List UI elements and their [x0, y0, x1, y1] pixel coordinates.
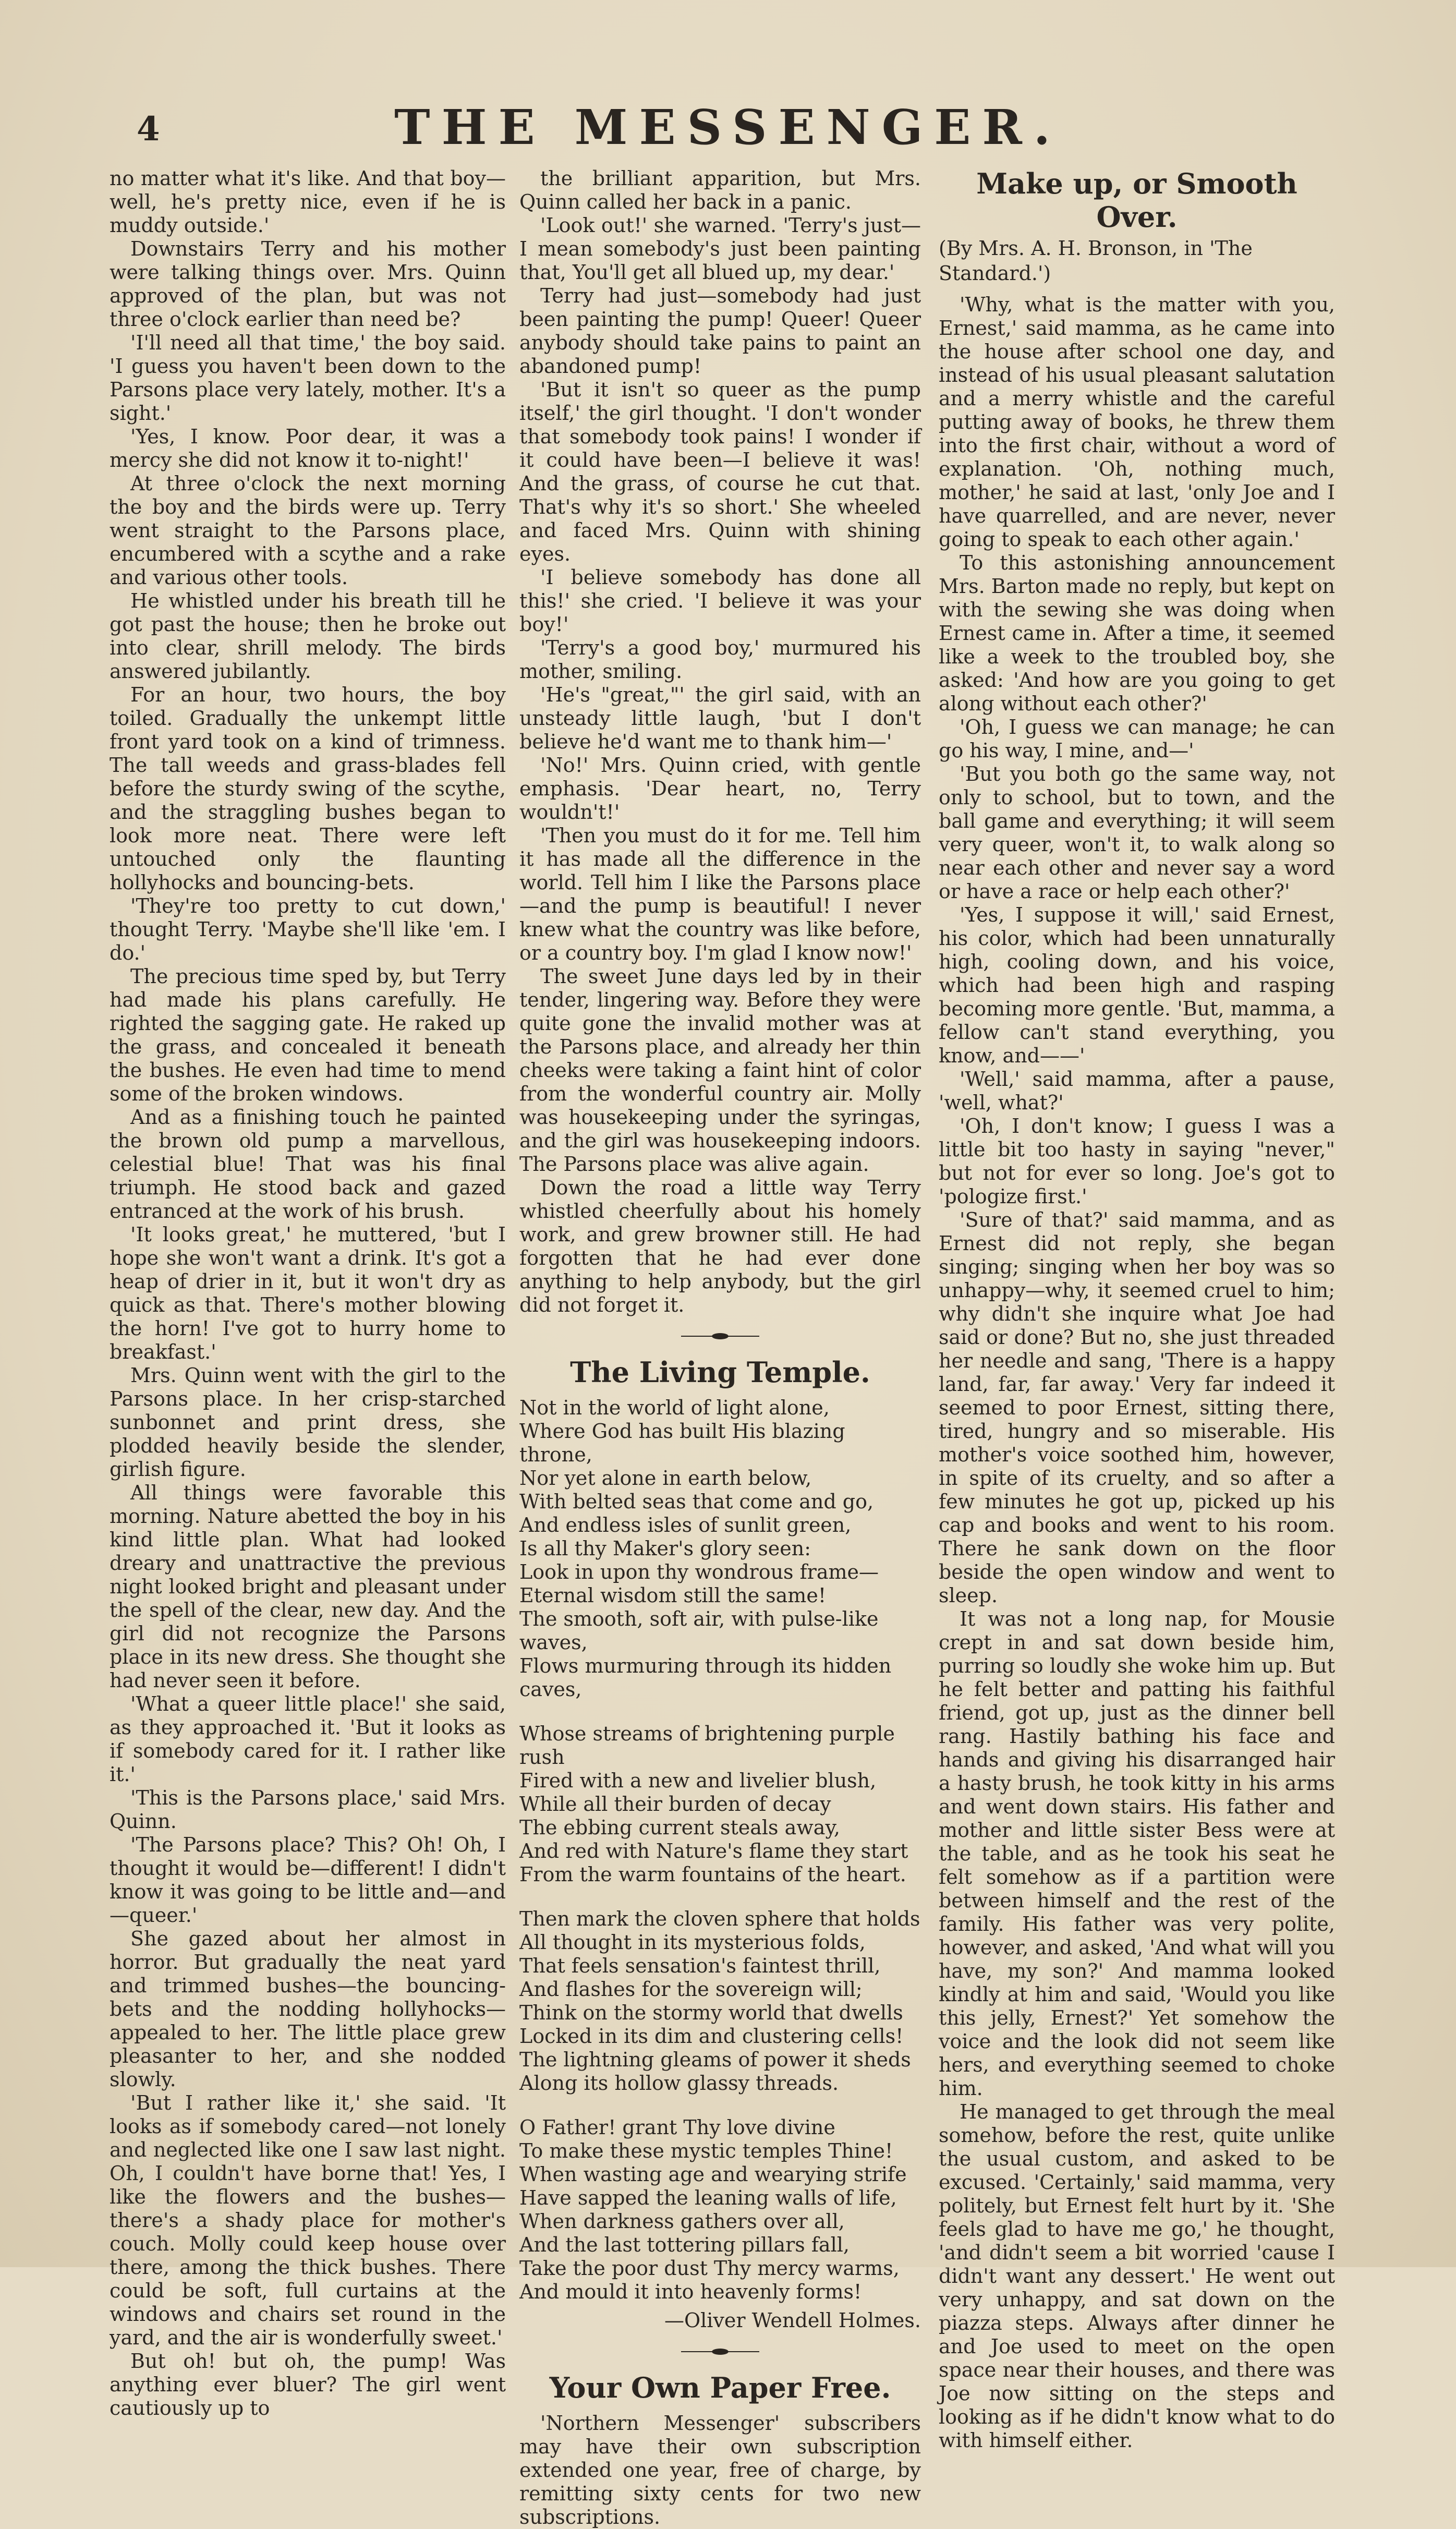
poem-line: The smooth, soft air, with pulse-like waves,	[519, 1607, 879, 1654]
poem-stanza	[519, 2116, 921, 2304]
poem-line: And mould it into heavenly forms!	[519, 2280, 862, 2303]
poem-line: Look in upon thy wondrous frame—	[519, 1560, 879, 1583]
paragraph: 'Yes, I suppose it will,' said Ernest, his color, which had been unnaturally high, cooling down, and his voice, which had been high and rasping becoming more gentle. 'But, mamma, a fellow can't stand everything, you know, and——'	[939, 903, 1335, 1067]
poem-stanza	[519, 1722, 921, 1886]
paragraph: 'He's "great,"' the girl said, with an unsteady little laugh, 'but I don't believe he'd want me to thank him—'	[519, 683, 921, 753]
paragraph: To this astonishing announcement Mrs. Barton made no reply, but kept on with the sewing she was doing when Ernest came in. After a time, it seemed like a week to the troubled boy, she asked: 'And how are you going to get along without each other?'	[939, 551, 1335, 715]
poem-line: Locked in its dim and clustering cells!	[519, 2025, 904, 2048]
notice-text: 'Northern Messenger' subscribers may have their own subscription extended one year, free of charge, by remitting sixty cents for two new subscriptions.	[519, 2412, 921, 2528]
poem-line: Eternal wisdom still the same!	[519, 1584, 827, 1607]
poem-line: When wasting age and wearying strife	[519, 2163, 907, 2186]
paragraph: She gazed about her almost in horror. But gradually the neat yard and trimmed bushes—the bouncing-bets and the nodding hollyhocks—appealed to her. The little place grew pleasanter to her, and she nodded slowly.	[110, 1927, 506, 2091]
paragraph: 'What a queer little place!' she said, as they approached it. 'But it looks as if somebody cared for it. I rather like it.'	[110, 1692, 506, 1786]
poem-line: Take the poor dust Thy mercy warms,	[519, 2257, 900, 2280]
poem-line: Whose streams of brightening purple rush	[519, 1722, 895, 1769]
poem-line: And red with Nature's flame they start	[519, 1840, 908, 1862]
poem-line: Have sapped the leaning walls of life,	[519, 2186, 897, 2209]
column-middle	[519, 167, 921, 2528]
paragraph: 'Then you must do it for me. Tell him it has made all the difference in the world. Tell him I like the Parsons place—and the pump is beautiful! I never knew what the country was like before, or a country boy. I'm glad I know now!'	[519, 824, 921, 964]
ornament-divider-icon	[681, 2348, 759, 2355]
poem-line: With belted seas that come and go,	[519, 1490, 874, 1513]
poem-stanza	[519, 1907, 921, 2095]
paragraph: 'Terry's a good boy,' murmured his mother, smiling.	[519, 636, 921, 683]
paragraph: The precious time sped by, but Terry had made his plans carefully. He righted the sagging gate. He raked up the grass, and concealed it beneath the bushes. He even had time to mend some of the broken windows.	[110, 965, 506, 1105]
paragraph: 'Why, what is the matter with you, Ernest,' said mamma, as he came into the house after school one day, and instead of his usual pleasant salutation and a merry whistle and the careful putting away of books, he threw them into the first chair, without a word of explanation. 'Oh, nothing much, mother,' he said at last, 'only Joe and I have quarrelled, and are never, never going to speak to each other again.'	[939, 293, 1335, 551]
poem-line: Then mark the cloven sphere that holds	[519, 1907, 920, 1930]
article-body	[939, 293, 1335, 2452]
newspaper-title: THE MESSENGER.	[394, 99, 1062, 155]
paragraph: 'Yes, I know. Poor dear, it was a mercy she did not know it to-night!'	[110, 425, 506, 471]
poem-line: O Father! grant Thy love divine	[519, 2116, 835, 2139]
paragraph: He whistled under his breath till he got past the house; then he broke out into clear, shrill melody. The birds answered jubilantly.	[110, 589, 506, 683]
notice-title: Your Own Paper Free.	[549, 2371, 891, 2404]
poem-line: Fired with a new and livelier blush,	[519, 1769, 877, 1792]
poem-line: While all their burden of decay	[519, 1793, 831, 1816]
poem-stanza	[519, 1396, 921, 1701]
poem-line: The ebbing current steals away,	[519, 1816, 840, 1839]
paragraph: 'They're too pretty to cut down,' thought Terry. 'Maybe she'll like 'em. I do.'	[110, 894, 506, 964]
poem-line: Not in the world of light alone,	[519, 1396, 830, 1419]
story-continuation	[519, 167, 921, 1317]
poem-line: And endless isles of sunlit green,	[519, 1514, 852, 1536]
poem-line: That feels sensation's faintest thrill,	[519, 1954, 881, 1977]
article-byline: (By Mrs. A. H. Bronson, in 'The Standard.')	[939, 237, 1253, 285]
poem-line: Is all thy Maker's glory seen:	[519, 1537, 811, 1560]
paragraph: It was not a long nap, for Mousie crept in and sat down beside him, purring so loudly she woke him up. But he felt better and patting his faithful friend, got up, just as the dinner bell rang. Hastily bathing his face and hands and giving his disarranged hair a hasty brush, he took kitty in his arms and went down stairs. His father and mother and little sister Bess were at the table, and as he took his seat he felt somehow as if a partition were between himself and the rest of the family. His father was very polite, however, and asked, 'And what will you have, my son?' And mamma looked kindly at him and said, 'Would you like this jelly, Ernest?' Yet somehow the voice and the look did not seem like hers, and everything seemed to choke him.	[939, 1607, 1335, 2100]
poem-title: The Living Temple.	[570, 1356, 870, 1389]
paragraph: 'No!' Mrs. Quinn cried, with gentle emphasis. 'Dear heart, no, Terry wouldn't!'	[519, 754, 921, 824]
paragraph: 'This is the Parsons place,' said Mrs. Quinn.	[110, 1786, 506, 1833]
paragraph: And as a finishing touch he painted the brown old pump a marvellous, celestial blue! That was his final triumph. He stood back and gazed entranced at the work of his brush.	[110, 1106, 506, 1223]
poem-line: Along its hollow glassy threads.	[519, 2072, 839, 2095]
paragraph: the brilliant apparition, but Mrs. Quinn called her back in a panic.	[519, 167, 921, 213]
poem-line: To make these mystic temples Thine!	[519, 2139, 893, 2162]
paragraph: Terry had just—somebody had just been painting the pump! Queer! Queer anybody should take pains to paint an abandoned pump!	[519, 284, 921, 378]
paragraph: Down the road a little way Terry whistled cheerfully about his homely work, and grew browner still. He had forgotten that he had ever done anything to help anybody, but the girl did not forget it.	[519, 1176, 921, 1316]
poem-line: Where God has built His blazing throne,	[519, 1420, 845, 1466]
article-title: Make up, or Smooth Over.	[976, 167, 1297, 234]
paragraph: The sweet June days led by in their tender, lingering way. Before they were quite gone the invalid mother was at the Parsons place, and already her thin cheeks were taking a faint hint of color from the wonderful country air. Molly was housekeeping under the syringas, and the girl was housekeeping indoors. The Parsons place was alive again.	[519, 965, 921, 1176]
poem-body	[519, 1396, 921, 2304]
poem-line: Think on the stormy world that dwells	[519, 2001, 903, 2024]
paragraph: 'The Parsons place? This? Oh! Oh, I thought it would be—different! I didn't know it was going to be little and—and—queer.'	[110, 1833, 506, 1927]
paragraph: All things were favorable this morning. Nature abetted the boy in his kind little plan. What had looked dreary and unattractive the previous night looked bright and pleasant under the spell of the clear, new day. And the girl did not recognize the Parsons place in its new dress. She thought she had never seen it before.	[110, 1481, 506, 1692]
paragraph: 'Well,' said mamma, after a pause, 'well, what?'	[939, 1068, 1335, 1114]
paragraph: For an hour, two hours, the boy toiled. Gradually the unkempt little front yard took on a kind of trimness. The tall weeds and grass-blades fell before the sturdy swing of the scythe, and the straggling bushes began to look more neat. There were left untouched only the flaunting hollyhocks and bouncing-bets.	[110, 683, 506, 894]
paragraph: 'Look out!' she warned. 'Terry's just—I mean somebody's just been painting that, You'll get all blued up, my dear.'	[519, 214, 921, 284]
paragraph: He managed to get through the meal somehow, before the rest, quite unlike the usual custom, and asked to be excused. 'Certainly,' said mamma, very politely, but Ernest felt hurt by it. 'She feels glad to have me go,' he thought, 'and didn't seem a bit worried 'cause I didn't want any dessert.' He went out very unhappy, and sat down on the piazza steps. Always after dinner he and Joe used to meet on the open space near their houses, and there was Joe now sitting on the steps and looking as if he didn't know what to do with himself either.	[939, 2100, 1335, 2452]
paragraph: 'But it isn't so queer as the pump itself,' the girl thought. 'I don't wonder that somebody took pains! I wonder if it could have been—I believe it was! And the grass, of course he cut that. That's why it's so short.' She wheeled and faced Mrs. Quinn with shining eyes.	[519, 378, 921, 565]
poem-line: Nor yet alone in earth below,	[519, 1467, 812, 1490]
paragraph: 'I believe somebody has done all this!' she cried. 'I believe it was your boy!'	[519, 566, 921, 636]
poem-line: And the last tottering pillars fall,	[519, 2233, 850, 2256]
paragraph: no matter what it's like. And that boy—well, he's pretty nice, even if he is muddy outside.'	[110, 167, 506, 237]
paragraph: 'Oh, I don't know; I guess I was a little bit too hasty in saying "never," but not for ever so long. Joe's got to 'pologize first.'	[939, 1115, 1335, 1208]
poem-line: Flows murmuring through its hidden caves,	[519, 1654, 892, 1701]
column-right	[939, 167, 1335, 2452]
poem-line: And flashes for the sovereign will;	[519, 1978, 863, 2001]
page-number: 4	[137, 110, 160, 149]
paragraph: 'I'll need all that time,' the boy said. 'I guess you haven't been down to the Parsons place very lately, mother. It's a sight.'	[110, 331, 506, 425]
poem-attribution: —Oliver Wendell Holmes.	[664, 2309, 921, 2332]
paragraph: 'Oh, I guess we can manage; he can go his way, I mine, and—'	[939, 716, 1335, 762]
paragraph: Mrs. Quinn went with the girl to the Parsons place. In her crisp-starched sunbonnet and print dress, she plodded heavily beside the slender, girlish figure.	[110, 1364, 506, 1481]
poem-line: When darkness gathers over all,	[519, 2210, 845, 2233]
ornament-divider-icon	[681, 1333, 759, 1340]
poem-line: From the warm fountains of the heart.	[519, 1863, 906, 1886]
paragraph: But oh! but oh, the pump! Was anything ever bluer? The girl went cautiously up to	[110, 2350, 506, 2419]
paragraph: 'But I rather like it,' she said. 'It looks as if somebody cared—not lonely and neglected like one I saw last night. Oh, I couldn't have borne that! Yes, I like the flowers and the bushes—there's a shady place for mother's couch. Molly could keep house over there, among the thick bushes. There could be soft, full curtains at the windows and chairs set round in the yard, and the air is wonderfully sweet.'	[110, 2091, 506, 2349]
paragraph: 'Sure of that?' said mamma, and as Ernest did not reply, she began singing; singing when her boy was so unhappy—why, it seemed cruel to him; why didn't she inquire what Joe had said or done? But no, she just threaded her needle and sang, 'There is a happy land, far, far away.' Very far indeed it seemed to poor Ernest, sitting there, tired, hungry and so miserable. His mother's voice soothed him, however, in spite of its cruelty, and so after a few minutes he got up, picked up his cap and books and went to his room. There he sank down on the floor beside the open window and went to sleep.	[939, 1208, 1335, 1607]
poem-line: All thought in its mysterious folds,	[519, 1931, 866, 1954]
column-left	[110, 167, 506, 2419]
paragraph: 'It looks great,' he muttered, 'but I hope she won't want a drink. It's got a heap of drier in it, but it won't dry as quick as that. There's mother blowing the horn! I've got to hurry home to breakfast.'	[110, 1223, 506, 1363]
paragraph: Downstairs Terry and his mother were talking things over. Mrs. Quinn approved of the plan, but was not three o'clock earlier than need be?	[110, 237, 506, 331]
paragraph: 'But you both go the same way, not only to school, but to town, and the ball game and everything; it will seem very queer, won't it, to walk along so near each other and never say a word or have a race or help each other?'	[939, 763, 1335, 903]
poem-line: The lightning gleams of power it sheds	[519, 2048, 911, 2071]
paragraph: At three o'clock the next morning the boy and the birds were up. Terry went straight to the Parsons place, encumbered with a scythe and a rake and various other tools.	[110, 472, 506, 589]
